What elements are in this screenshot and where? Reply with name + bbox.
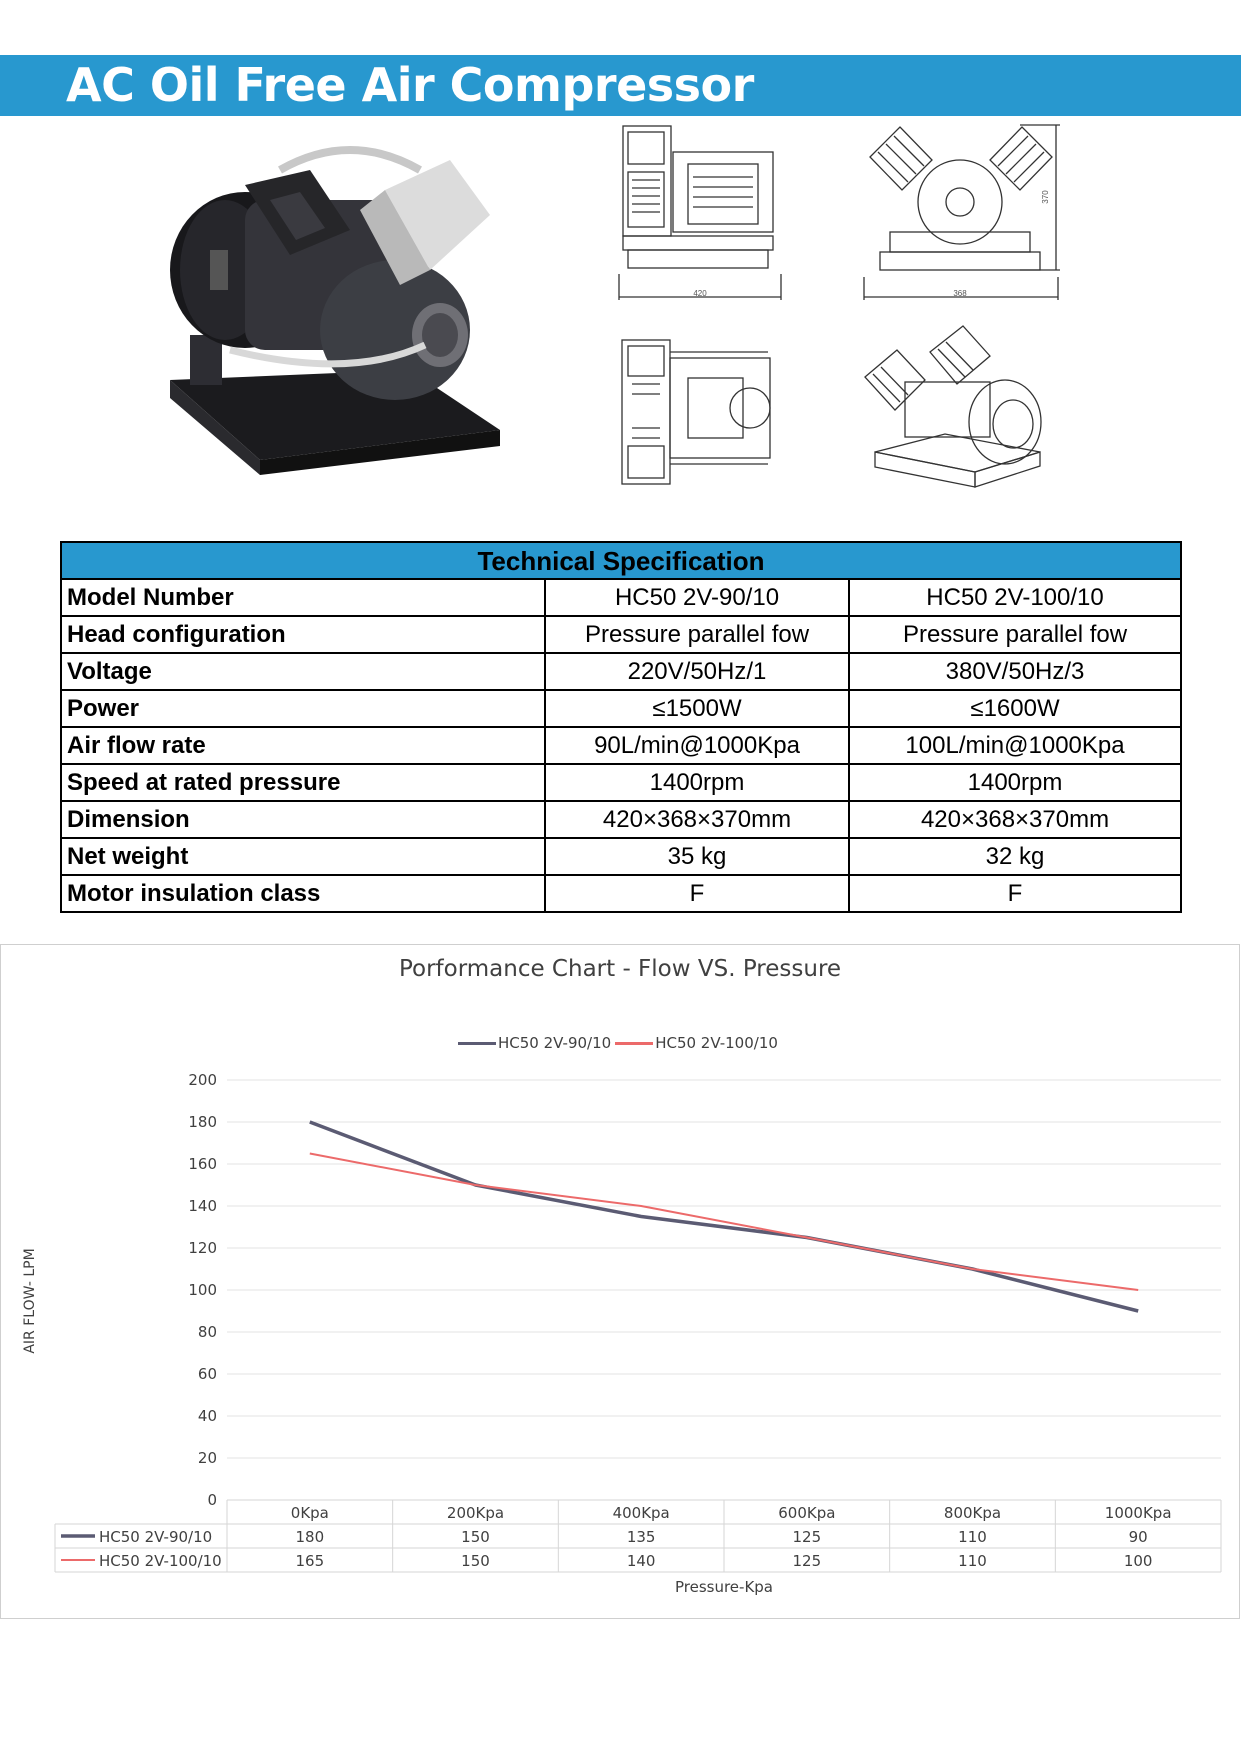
data-table-value: 180 (295, 1528, 325, 1546)
value-model-b: 380V/50Hz/3 (849, 653, 1181, 690)
value-model-a: 35 kg (545, 838, 849, 875)
row-label: Voltage (61, 653, 545, 690)
row-label: Dimension (61, 801, 545, 838)
x-tick-label: 600Kpa (778, 1504, 836, 1522)
spec-heading: Technical Specification (61, 542, 1181, 579)
y-tick-label: 0 (207, 1491, 217, 1509)
data-table-value: 90 (1128, 1528, 1148, 1546)
value-model-b: 420×368×370mm (849, 801, 1181, 838)
value-model-b: ≤1600W (849, 690, 1181, 727)
data-table-value: 150 (461, 1552, 490, 1570)
legend-label-series-1: HC50 2V-90/10 (498, 1034, 612, 1052)
data-table-value: 140 (626, 1552, 656, 1570)
side-width-dim: 420 (693, 289, 707, 298)
page-title: AC Oil Free Air Compressor (66, 58, 754, 112)
data-table-value: 125 (792, 1552, 822, 1570)
value-model-a: HC50 2V-90/10 (545, 579, 849, 616)
y-tick-label: 80 (197, 1323, 217, 1341)
value-model-a: 90L/min@1000Kpa (545, 727, 849, 764)
x-tick-label: 400Kpa (612, 1504, 670, 1522)
value-model-b: 100L/min@1000Kpa (849, 727, 1181, 764)
front-height-dim: 370 (1041, 190, 1050, 204)
row-label: Motor insulation class (61, 875, 545, 912)
data-table-value: 100 (1123, 1552, 1153, 1570)
data-table-value: 165 (295, 1552, 325, 1570)
series-line (310, 1154, 1138, 1291)
legend-label-series-2: HC50 2V-100/10 (655, 1034, 778, 1052)
value-model-a: Pressure parallel fow (545, 616, 849, 653)
row-label: Speed at rated pressure (61, 764, 545, 801)
value-model-a: F (545, 875, 849, 912)
data-table-series-name: HC50 2V-90/10 (99, 1528, 213, 1546)
value-model-b: Pressure parallel fow (849, 616, 1181, 653)
x-tick-label: 800Kpa (943, 1504, 1002, 1522)
value-model-b: 32 kg (849, 838, 1181, 875)
y-tick-label: 180 (188, 1113, 217, 1131)
y-tick-label: 140 (188, 1197, 217, 1215)
y-tick-label: 100 (188, 1281, 217, 1299)
front-width-dim: 368 (953, 289, 967, 298)
x-tick-label: 200Kpa (446, 1504, 505, 1522)
value-model-b: F (849, 875, 1181, 912)
x-axis-label: Pressure-Kpa (674, 1578, 773, 1596)
row-label: Power (61, 690, 545, 727)
y-tick-label: 40 (197, 1407, 217, 1425)
data-table-value: 110 (958, 1528, 987, 1546)
y-tick-label: 160 (188, 1155, 217, 1173)
value-model-a: 1400rpm (545, 764, 849, 801)
x-tick-label: 1000Kpa (1104, 1504, 1172, 1522)
y-tick-label: 20 (197, 1449, 217, 1467)
data-table-value: 150 (461, 1528, 490, 1546)
row-label: Head configuration (61, 616, 545, 653)
y-axis-label: AIR FLOW- LPM (22, 1248, 38, 1354)
value-model-a: 220V/50Hz/1 (545, 653, 849, 690)
y-tick-label: 60 (197, 1365, 217, 1383)
data-table-value: 135 (626, 1528, 656, 1546)
row-label: Model Number (61, 579, 545, 616)
y-tick-label: 200 (188, 1071, 217, 1089)
series-line (310, 1122, 1138, 1311)
chart-title: Porformance Chart - Flow VS. Pressure (398, 956, 842, 982)
row-label: Net weight (61, 838, 545, 875)
value-model-b: HC50 2V-100/10 (849, 579, 1181, 616)
data-table-value: 125 (792, 1528, 822, 1546)
x-tick-label: 0Kpa (290, 1504, 329, 1522)
row-label: Air flow rate (61, 727, 545, 764)
value-model-b: 1400rpm (849, 764, 1181, 801)
data-table-series-name: HC50 2V-100/10 (99, 1552, 222, 1570)
value-model-a: 420×368×370mm (545, 801, 849, 838)
value-model-a: ≤1500W (545, 690, 849, 727)
y-tick-label: 120 (188, 1239, 217, 1257)
data-table-value: 110 (958, 1552, 987, 1570)
